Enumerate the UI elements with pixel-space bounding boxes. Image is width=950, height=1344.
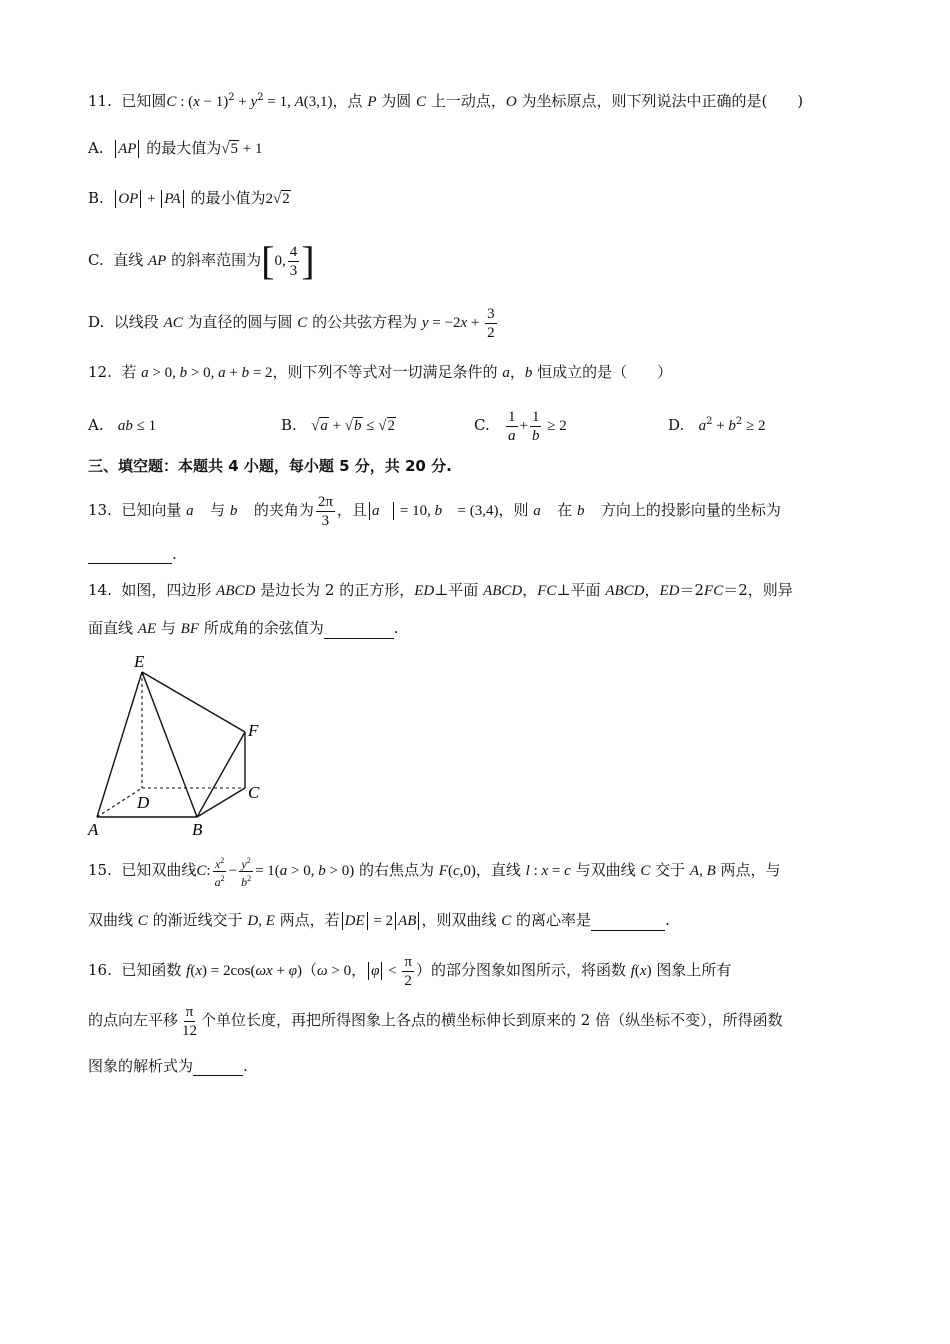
edge-bc bbox=[197, 788, 245, 817]
q11-option-c: C. 直线 AP 的斜率范围为[0, $\frac{4}{3}$ ] bbox=[88, 238, 315, 283]
label-e: E bbox=[134, 652, 145, 671]
q11-stem: 11. 已知圆C : $(x - 1)^2 + y^2 = 1$, A(3,1)，点 P 为圆 C 上一动点，O 为坐标原点，则下列说法中正确的是( ) bbox=[88, 92, 804, 110]
q12-option-c: C. $\frac{1}{a}$ + $\frac{1}{b}$ ≥ 2 bbox=[474, 408, 567, 444]
q14-answer-blank[interactable] bbox=[324, 622, 394, 639]
edge-ad bbox=[97, 788, 142, 817]
q12-number: 12. 若 bbox=[88, 363, 142, 381]
q14-figure bbox=[82, 650, 272, 842]
q13-answer-line: . bbox=[88, 544, 177, 564]
edge-ef bbox=[142, 672, 245, 732]
label-a: A bbox=[88, 820, 99, 839]
q12-stem: 12. 若 a > 0, b > 0, a + b = 2，则下列不等式对一切满足条件的 a，b 恒成立的是（ ） bbox=[88, 363, 673, 381]
q14-line2: 面直线 AE 与 BF 所成角的余弦值为 . bbox=[88, 619, 399, 637]
q11-option-b: B. OP + PA 的最小值为2√2 bbox=[88, 189, 290, 207]
q13-answer-blank[interactable] bbox=[88, 547, 172, 564]
q11-number: 11. bbox=[88, 92, 122, 110]
q13-stem: 13. 已知向量 a⃗ 与 b⃗ 的夹角为 $\frac{2\pi}{3}$ ，且 a⃗ = 10, b⃗ = (3,4)，则 a⃗ 在 b⃗ 方向上的投影向量的坐标为 bbox=[88, 493, 781, 529]
q11-equation: C bbox=[166, 94, 177, 110]
q14-line1: 14. 如图，四边形 ABCD 是边长为 2 的正方形，ED⊥平面 ABCD，FC⊥平面 ABCD，ED＝2FC＝2，则异 bbox=[88, 581, 793, 599]
label-c: C bbox=[248, 783, 260, 802]
q11-option-d: D. 以线段 AC 为直径的圆与圆 C 的公共弦方程为 y = −2x + $\frac{3}{2}$ bbox=[88, 305, 495, 341]
q15-line1: 15. 已知双曲线C: $\frac{x^2}{a^2}$ − $\frac{y^2}{b^2}$ = 1(a > 0, b > 0) 的右焦点为 F(c,0)，直线 l : x = c 与双曲线 C 交于 A, B 两点，与 bbox=[88, 855, 781, 889]
q16-line3: 图象的解析式为 . bbox=[88, 1057, 248, 1075]
q11-option-a: A. AP 的最大值为√5 + 1 bbox=[88, 139, 263, 157]
q12-option-d: D. $a^2 + b^2 \ge 2$ bbox=[668, 416, 766, 434]
q16-line2: 的点向左平移 $\frac{\pi}{12}$ 个单位长度，再把所得图象上各点的横坐标伸长到原来的 2 倍（纵坐标不变），所得函数 bbox=[88, 1003, 783, 1039]
edge-ea bbox=[97, 672, 142, 817]
q12-options bbox=[88, 402, 766, 446]
section-heading: 三、填空题：本题共 4 小题，每小题 5 分，共 20 分. bbox=[88, 457, 452, 475]
q12-option-a: A. ab ≤ 1 bbox=[88, 416, 157, 434]
label-d: D bbox=[137, 793, 150, 812]
label-b: B bbox=[192, 820, 203, 839]
edge-bf bbox=[197, 732, 245, 817]
label-f: F bbox=[248, 721, 259, 740]
q15-line2: 双曲线 C 的渐近线交于 D, E 两点，若 DE = 2 AB ，则双曲线 C 的离心率是 . bbox=[88, 911, 670, 929]
q15-answer-blank[interactable] bbox=[591, 914, 665, 931]
q12-option-b: B. √a + √b ≤ √2 bbox=[281, 416, 396, 434]
edge-eb bbox=[142, 672, 197, 817]
q16-answer-blank[interactable] bbox=[193, 1059, 243, 1076]
q13-number: 13. 已知向量 bbox=[88, 501, 187, 519]
q16-line1: 16. 已知函数 f(x) = 2cos(ωx + φ)（ω > 0， φ < $\frac{\pi}{2}$ ）的部分图象如图所示，将函数 f(x) 图象上所有 bbox=[88, 953, 732, 989]
